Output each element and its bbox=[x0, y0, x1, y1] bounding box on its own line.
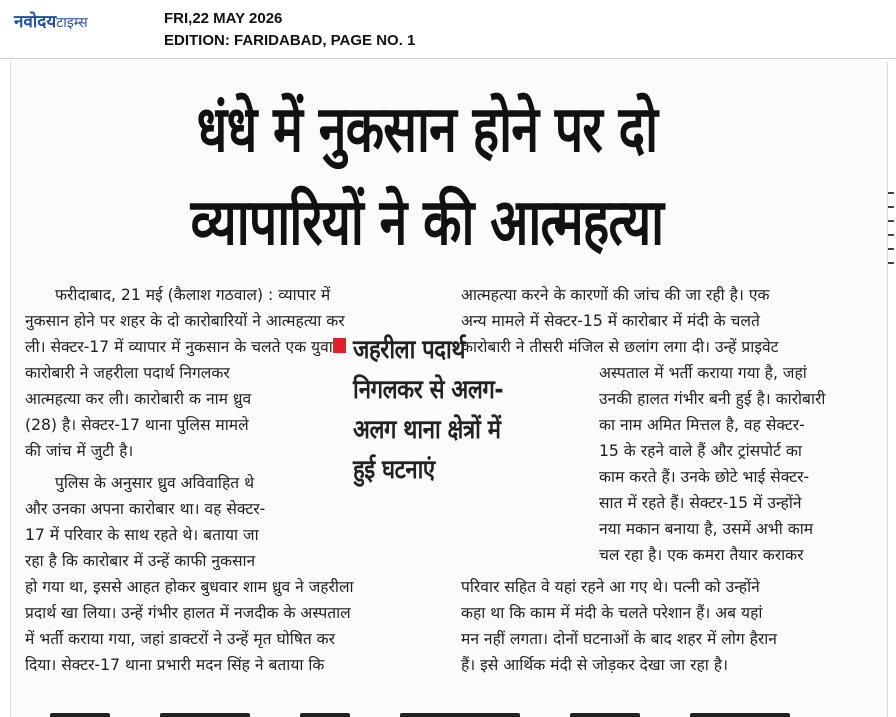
pullquote-line: अलग थाना क्षेत्रों में bbox=[353, 415, 501, 445]
text-line: ली। सेक्टर-17 में व्यापार में नुकसान के चलते एक युवा bbox=[25, 338, 333, 356]
issue-date: FRI,22 MAY 2026 bbox=[164, 10, 283, 27]
right-column-bottom bbox=[461, 574, 873, 678]
logo-main-text: नवोदय bbox=[14, 12, 57, 32]
adjacent-article-edge bbox=[886, 180, 896, 540]
text-line: सात में रहते हैं। सेक्टर-15 में उन्होंने bbox=[599, 494, 802, 512]
text-line: का नाम अमित मित्तल है, वह सेक्टर- bbox=[599, 416, 805, 434]
pullquote-line: जहरीला पदार्थ bbox=[353, 335, 466, 365]
text-line: में भर्ती कराया गया, जहां डाक्टरों ने उन्हें मृत घोषित कर bbox=[25, 630, 336, 648]
text-line: पुलिस के अनुसार ध्रुव अविवाहित थे bbox=[55, 474, 255, 492]
headline-line-2: व्यापारियों ने की आत्महत्या bbox=[190, 186, 664, 260]
next-article-fragment bbox=[10, 706, 886, 717]
article-headline bbox=[85, 84, 768, 270]
text-line: 17 में परिवार के साथ रहते थे। बताया जा bbox=[25, 526, 259, 544]
left-column-bottom bbox=[25, 574, 449, 678]
text-line: परिवार सहित वे यहां रहने आ गए थे। पत्नी को उन्होंने bbox=[461, 578, 760, 596]
text-line: हो गया था, इससे आहत होकर बुधवार शाम ध्रुव ने जहरीला bbox=[25, 578, 354, 596]
text-line: और उनका अपना कारोबार था। वह सेक्टर- bbox=[25, 500, 266, 518]
text-line: प्रदार्थ खा लिया। उन्हें गंभीर हालत में नजदीक के अस्पताल bbox=[25, 604, 351, 622]
red-square-bullet bbox=[333, 338, 346, 353]
text-line: आत्महत्या कर ली। कारोबारी क नाम ध्रुव bbox=[25, 390, 252, 408]
edition-label: EDITION: FARIDABAD, PAGE NO. 1 bbox=[164, 32, 416, 49]
text-line: रहा है कि कारोबार में उन्हें काफी नुकसान bbox=[25, 552, 256, 570]
headline-line-1: धंधे में नुकसान होने पर दो bbox=[196, 93, 658, 167]
text-line: कारोबारी ने तीसरी मंजिल से छलांग लगा दी। उन्हें प्राइवेट bbox=[461, 338, 779, 356]
page-header bbox=[0, 0, 896, 59]
text-line: की जांच में जुटी है। bbox=[25, 442, 134, 460]
text-line: काम करते हैं। उनके छोटे भाई सेक्टर- bbox=[599, 468, 810, 486]
text-line: अस्पताल में भर्ती कराया गया है, जहां bbox=[599, 364, 807, 382]
text-line: कहा था कि काम में मंदी के चलते परेशान हैं। अब यहां bbox=[461, 604, 763, 622]
news-clipping bbox=[10, 62, 888, 717]
pullquote-line: निगलकर से अलग- bbox=[353, 375, 504, 405]
text-line: आत्महत्या करने के कारणों की जांच की जा रही है। एक bbox=[461, 286, 770, 304]
pullquote-line: हुई घटनाएं bbox=[353, 455, 435, 485]
right-column-top bbox=[461, 282, 873, 360]
text-line: नुकसान होने पर शहर के दो कारोबारियों ने आत्महत्या कर bbox=[25, 312, 345, 330]
text-line: उनकी हालत गंभीर बनी हुई है। कारोबारी bbox=[599, 390, 826, 408]
right-column-narrow bbox=[599, 360, 873, 568]
edition-info bbox=[164, 8, 415, 52]
text-line: अन्य मामले में सेक्टर-15 में कारोबार में मंदी के चलते bbox=[461, 312, 760, 330]
text-line: मन नहीं लगता। दोनों घटनाओं के बाद शहर में लोग हैरान bbox=[461, 630, 777, 648]
newspaper-logo[interactable] bbox=[14, 9, 88, 32]
text-line: (28) है। सेक्टर-17 थाना पुलिस मामले bbox=[25, 416, 249, 434]
pullquote-text bbox=[353, 330, 503, 490]
text-line: कारोबारी ने जहरीला पदार्थ निगलकर bbox=[25, 364, 230, 382]
logo-sub-text: टाइम्स bbox=[56, 15, 88, 31]
text-line: दिया। सेक्टर-17 थाना प्रभारी मदन सिंह ने बताया कि bbox=[25, 656, 325, 674]
left-column-narrow bbox=[25, 360, 331, 574]
text-line: नया मकान बनाया है, उसमें अभी काम bbox=[599, 520, 814, 538]
text-line: चल रहा है। एक कमरा तैयार कराकर bbox=[599, 546, 804, 564]
text-line: फरीदाबाद, 21 मई (कैलाश गठवाल) : व्यापार में bbox=[55, 286, 331, 304]
text-line: 15 के रहने वाले हैं और ट्रांसपोर्ट का bbox=[599, 442, 802, 460]
text-line: हैं। इसे आर्थिक मंदी से जोड़कर देखा जा रहा है। bbox=[461, 656, 728, 674]
